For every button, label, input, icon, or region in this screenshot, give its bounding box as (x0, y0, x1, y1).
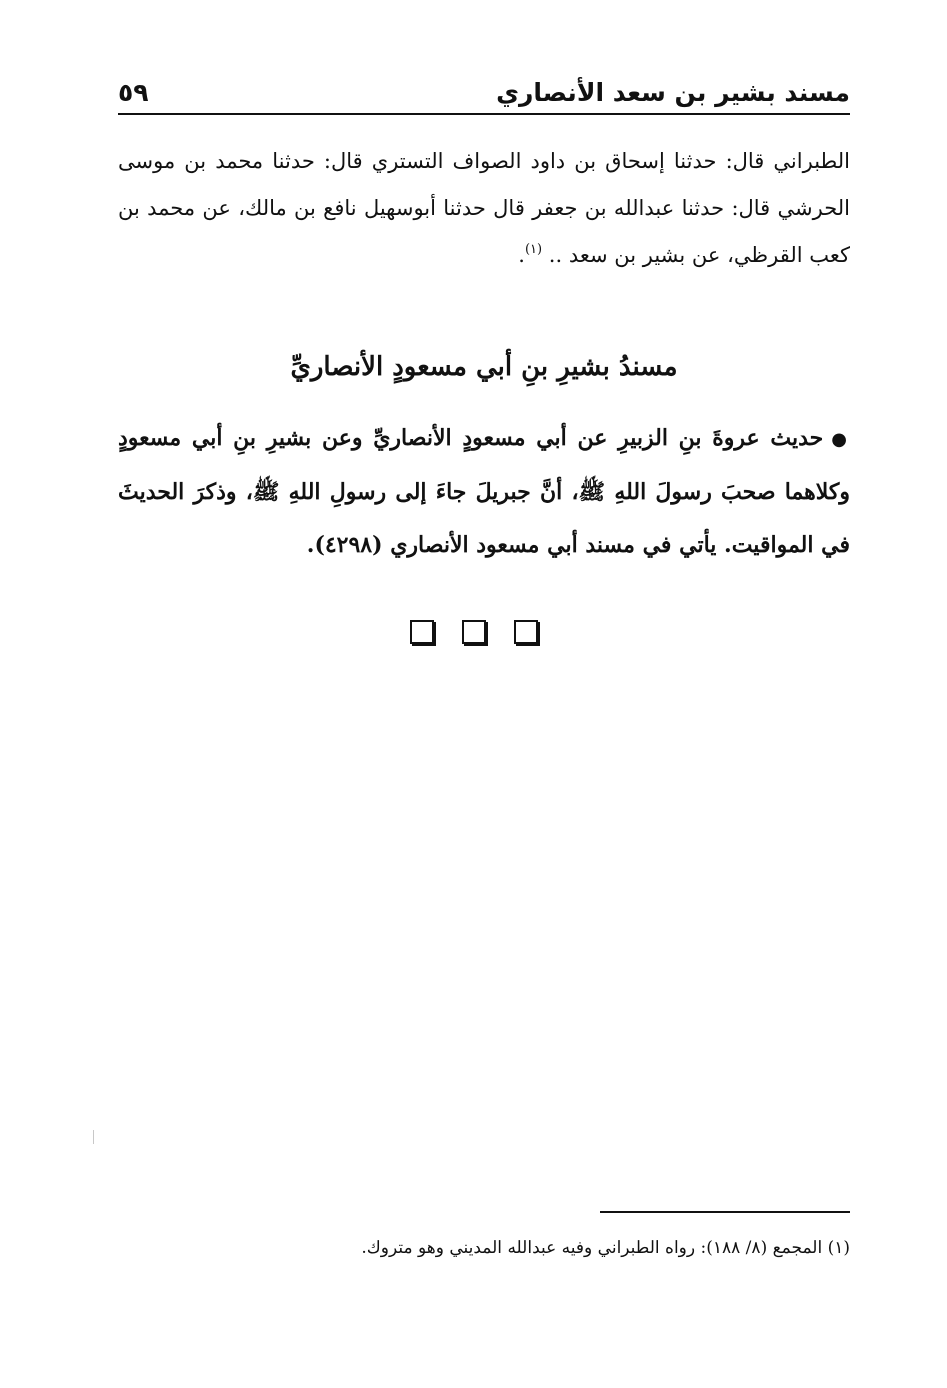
hadith-paragraph (118, 412, 850, 572)
hadith-text: حديث عروةَ بنِ الزبيرِ عن أبي مسعودٍ الأنصاريِّ وعن بشيرِ بنِ أبي مسعودٍ وكلاهما صحبَ رسولَ اللهِ ﷺ، أنَّ جبريلَ جاءَ إلى رسولِ اللهِ ﷺ، وذكرَ الحديثَ في المواقيت. يأتي في مسند أبي مسعود الأنصاري (٤٢٩٨). (118, 425, 850, 558)
square-box-icon (410, 620, 434, 644)
square-box-icon (462, 620, 486, 644)
footnote-rule (600, 1211, 850, 1213)
scan-mark (93, 1130, 94, 1144)
footnote: (١) المجمع (٨/ ١٨٨): رواه الطبراني وفيه عبدالله المديني وهو متروك. (361, 1238, 850, 1258)
section-title: مسندُ بشيرِ بنِ أبي مسعودٍ الأنصاريِّ (290, 352, 678, 382)
intro-text: الطبراني قال: حدثنا إسحاق بن داود الصواف التستري قال: حدثنا محمد بن موسى الحرشي قال: حدثنا عبدالله بن جعفر قال حدثنا أبوسهيل نافع بن مالك، عن محمد بن كعب القرظي، عن بشير بن سعد .. (118, 149, 850, 267)
intro-paragraph (118, 138, 850, 279)
intro-end-mark: . (518, 243, 525, 267)
running-title: مسند بشير بن سعد الأنصاري (496, 78, 850, 107)
header-rule (118, 113, 850, 115)
page-number: ٥٩ (118, 78, 149, 107)
square-box-icon (514, 620, 538, 644)
section-separator (0, 620, 947, 644)
bullet-icon: ● (831, 429, 850, 450)
footnote-reference: (١) (524, 242, 543, 257)
running-header (118, 68, 850, 108)
